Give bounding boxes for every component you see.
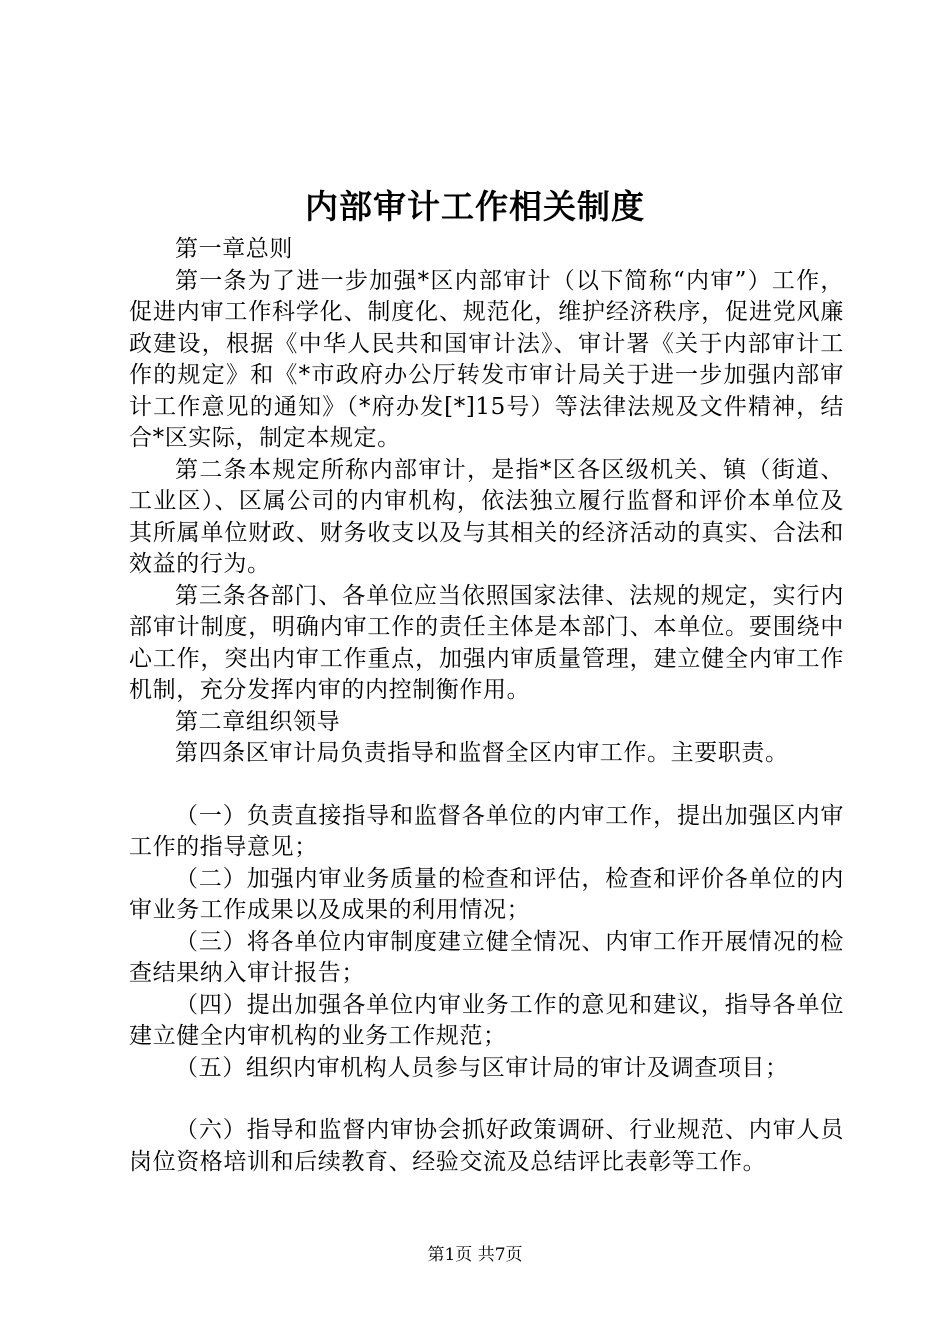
article-paragraph: 第四条区审计局负责指导和监督全区内审工作。主要职责。	[175, 740, 789, 766]
list-item: （五）组织内审机构人员参与区审计局的审计及调查项目；	[175, 1054, 789, 1081]
article-paragraph: 第一条为了进一步加强*区内部审计（以下简称“内审”）工作，促进内审工作科学化、制度化、规范化，维护经济秩序，促进党风廉政建设，根据《中华人民共和国审计法》、审计署《关于内部审计工作的规定》和《*市政府办公厅转发市审计局关于进一步加强内部审计工作意见的通知》（*府办发[*]15号）等法律法规及文件精神，结合*区实际，制定本规定。	[129, 267, 844, 451]
article-paragraph: 第二条本规定所称内部审计，是指*区各区级机关、镇（街道、工业区）、区属公司的内审机构，依法独立履行监督和评价本单位及其所属单位财政、财务收支以及与其相关的经济活动的真实、合法和效益的行为。	[129, 456, 844, 577]
article-paragraph: 第三条各部门、各单位应当依照国家法律、法规的规定，实行内部审计制度，明确内审工作的责任主体是本部门、本单位。要围绕中心工作，突出内审工作重点，加强内审质量管理，建立健全内审工作机制，充分发挥内审的内控制衡作用。	[129, 582, 844, 703]
list-item: （一）负责直接指导和监督各单位的内审工作，提出加强区内审工作的指导意见；	[129, 802, 844, 860]
chapter-heading: 第一章总则	[175, 236, 293, 262]
document-title: 内部审计工作相关制度	[305, 187, 645, 226]
list-item: （六）指导和监督内审协会抓好政策调研、行业规范、内审人员岗位资格培训和后续教育、经验交流及总结评比表彰等工作。	[129, 1117, 844, 1175]
page-number-footer: 第1页 共7页	[427, 1245, 523, 1265]
list-item: （四）提出加强各单位内审业务工作的意见和建议，指导各单位建立健全内审机构的业务工作规范；	[129, 991, 844, 1049]
document-body	[129, 234, 844, 1178]
list-item: （二）加强内审业务质量的检查和评估，检查和评价各单位的内审业务工作成果以及成果的利用情况；	[129, 865, 844, 923]
list-item: （三）将各单位内审制度建立健全情况、内审工作开展情况的检查结果纳入审计报告；	[129, 928, 844, 986]
chapter-heading: 第二章组织领导	[175, 708, 341, 735]
